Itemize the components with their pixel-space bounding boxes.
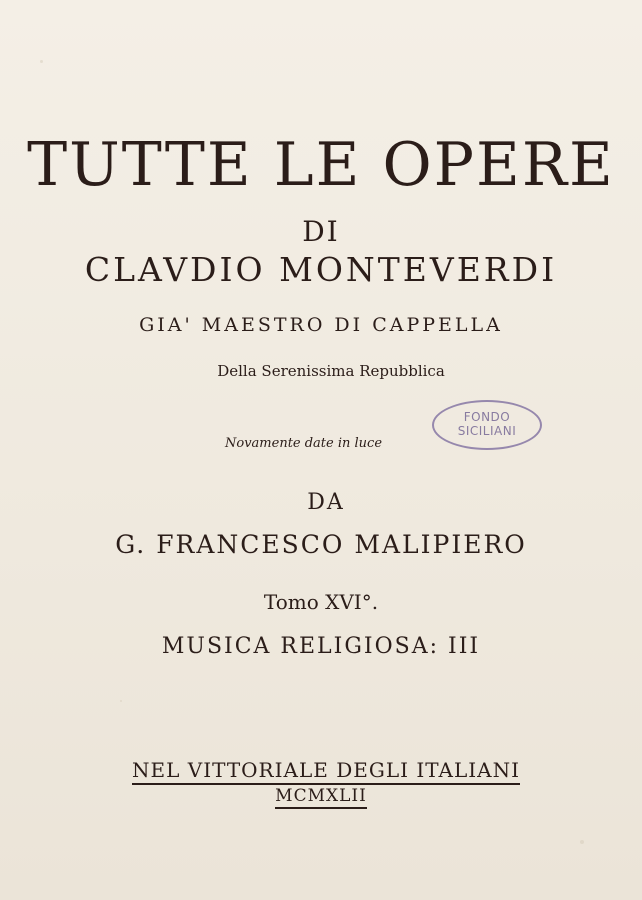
publisher-text: NEL VITTORIALE DEGLI ITALIANI [132, 758, 520, 785]
stamp-line-1: FONDO [463, 410, 511, 424]
volume-number: Tomo XVI°. [263, 590, 379, 614]
publisher-line [0, 758, 642, 782]
by-word: DI [302, 215, 340, 248]
paper-speck [120, 700, 122, 702]
work-title: TUTTE LE OPERE [27, 130, 615, 200]
editor-name: G. FRANCESCO MALIPIERO [115, 530, 527, 559]
composer-position: GIA' MAESTRO DI CAPPELLA [139, 314, 503, 336]
republic-line: Della Serenissima Repubblica [217, 362, 445, 380]
paper-speck [40, 60, 43, 63]
publication-note: Novamente date in luce [225, 436, 383, 451]
edited-by-word: DA [307, 490, 345, 515]
volume-subtitle: MUSICA RELIGIOSA: III [161, 634, 481, 659]
stamp-line-2: SICILIANI [457, 424, 517, 438]
publication-year-line [0, 786, 642, 806]
publication-year: MCMXLII [275, 786, 367, 809]
paper-speck [580, 840, 584, 844]
composer-name: CLAVDIO MONTEVERDI [84, 250, 558, 289]
library-stamp [432, 400, 542, 450]
